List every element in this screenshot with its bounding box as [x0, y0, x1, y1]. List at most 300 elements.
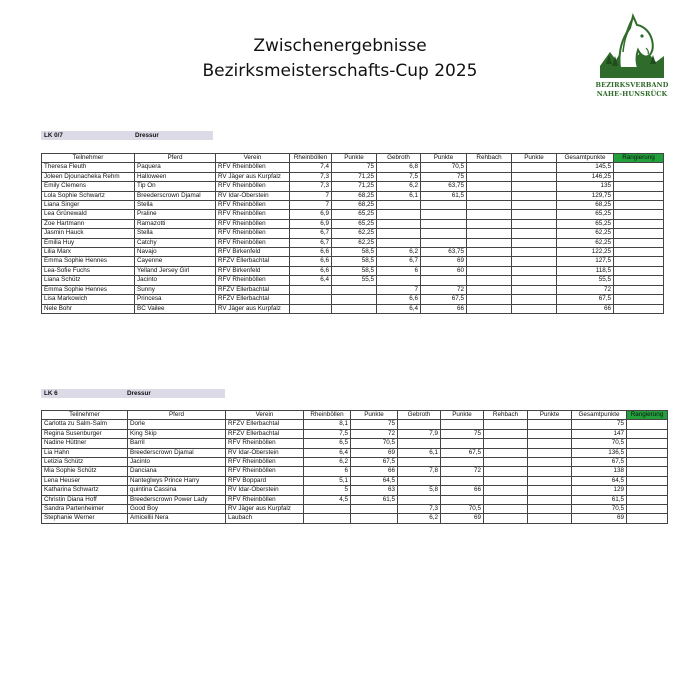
table-cell: 7 [290, 201, 332, 210]
table-cell: 6 [377, 266, 421, 275]
table-cell: RV Idar-Oberstein [216, 191, 290, 200]
table-row [42, 420, 668, 429]
table-cell: RV Jäger aus Kurpfalz [216, 172, 290, 181]
table-cell [512, 191, 557, 200]
column-header: Teilnehmer [42, 154, 135, 163]
table-row [42, 229, 664, 238]
column-header: Pferd [135, 154, 216, 163]
table-cell: 136,5 [572, 448, 627, 457]
table-cell: RV Idar-Oberstein [226, 448, 304, 457]
table-cell [512, 229, 557, 238]
table-cell: 7,8 [398, 467, 441, 476]
column-header: Pferd [128, 411, 226, 420]
table-cell: 122,25 [557, 248, 614, 257]
table-cell: 6,2 [304, 458, 351, 467]
table-cell: Yelland Jersey Girl [135, 266, 216, 275]
table-row [42, 448, 668, 457]
table-cell: 63,75 [421, 248, 467, 257]
table-cell: 58,5 [332, 257, 377, 266]
column-header: Verein [216, 154, 290, 163]
table-cell [512, 257, 557, 266]
table-cell [290, 304, 332, 313]
table-cell [512, 266, 557, 275]
table-cell: 145,5 [557, 163, 614, 172]
table-cell: 69 [351, 448, 398, 457]
table-cell: 68,25 [332, 201, 377, 210]
table-cell: 75 [572, 420, 627, 429]
table-cell: 70,5 [421, 163, 467, 172]
table-cell [467, 172, 512, 181]
table-cell [614, 172, 664, 181]
table-cell: 58,5 [332, 248, 377, 257]
table-cell [528, 439, 572, 448]
table-cell: 67,5 [557, 295, 614, 304]
table-cell [398, 458, 441, 467]
table-cell: 7 [377, 285, 421, 294]
table-cell: Regina Susenburger [42, 429, 128, 438]
table-cell: 63 [351, 486, 398, 495]
table-cell: 138 [572, 467, 627, 476]
column-header: Rheinböllen [290, 154, 332, 163]
table-cell: 65,25 [332, 210, 377, 219]
table-cell: Lilia Marx [42, 248, 135, 257]
table-cell: 70,5 [441, 505, 484, 514]
column-header: Gebroth [398, 411, 441, 420]
table-row [42, 285, 664, 294]
table-cell [484, 486, 528, 495]
table-cell: 75 [332, 163, 377, 172]
table-cell: 63,75 [421, 182, 467, 191]
table-cell: 69 [421, 257, 467, 266]
table-cell: Theresa Fleuth [42, 163, 135, 172]
column-header: Gesamtpunkte [557, 154, 614, 163]
horse-head-icon [600, 8, 664, 78]
table-cell: 61,5 [572, 495, 627, 504]
section-class-label: LK 6 [44, 390, 58, 397]
table-cell: 6,9 [290, 210, 332, 219]
table-row [42, 238, 664, 247]
table-cell: Lea Grünewald [42, 210, 135, 219]
table-cell: 72 [351, 429, 398, 438]
table-cell [467, 257, 512, 266]
table-cell: 7,4 [290, 163, 332, 172]
table-row [42, 295, 664, 304]
table-cell: 127,5 [557, 257, 614, 266]
column-header: Punkte [332, 154, 377, 163]
table-cell: 7,5 [304, 429, 351, 438]
table-cell [614, 285, 664, 294]
table-cell: Emily Clemens [42, 182, 135, 191]
table-cell: 6,9 [290, 219, 332, 228]
table-cell [421, 201, 467, 210]
page-title-line1: Zwischenergebnisse [253, 36, 427, 56]
table-header-row [42, 154, 664, 163]
column-header: Rangierung [627, 411, 668, 420]
table-cell [467, 182, 512, 191]
table-cell: 6,8 [377, 163, 421, 172]
table-cell: Catchy [135, 238, 216, 247]
table-cell [614, 210, 664, 219]
table-cell: Good Boy [128, 505, 226, 514]
table-cell: 66 [421, 304, 467, 313]
table-cell: Barril [128, 439, 226, 448]
table-cell [377, 276, 421, 285]
table-cell: 75 [421, 172, 467, 181]
table-cell [398, 420, 441, 429]
table-cell: Letizia Schütz [42, 458, 128, 467]
table-cell [441, 495, 484, 504]
column-header: Punkte [528, 411, 572, 420]
table-cell [441, 476, 484, 485]
table-cell [627, 420, 668, 429]
table-cell: 72 [557, 285, 614, 294]
table-cell: 64,5 [572, 476, 627, 485]
table-cell: 6,1 [398, 448, 441, 457]
table-cell: RFV Rheinböllen [216, 276, 290, 285]
column-header: Punkte [351, 411, 398, 420]
table-cell: Stella [135, 201, 216, 210]
table-row [42, 266, 664, 275]
page-title-line2: Bezirksmeisterschafts-Cup 2025 [202, 61, 478, 81]
table-cell: 8,1 [304, 420, 351, 429]
table-cell: Lia Hahn [42, 448, 128, 457]
table-cell [627, 495, 668, 504]
table-cell: 6,2 [377, 182, 421, 191]
table-cell [332, 304, 377, 313]
column-header: Punkte [441, 411, 484, 420]
table-cell: Paquera [135, 163, 216, 172]
table-row [42, 182, 664, 191]
table-cell: 62,25 [557, 238, 614, 247]
table-cell: Breederscrown Djamal [128, 448, 226, 457]
table-cell: King Skip [128, 429, 226, 438]
table-cell [614, 229, 664, 238]
column-header: Gebroth [377, 154, 421, 163]
table-cell: 68,25 [557, 201, 614, 210]
table-cell: RFV Birkenfeld [216, 266, 290, 275]
section-class-label: LK 0/7 [44, 132, 63, 139]
table-cell: Stephanie Werner [42, 514, 128, 523]
table-cell: 6,4 [304, 448, 351, 457]
table-cell: BC Vailee [135, 304, 216, 313]
table-cell: 7,3 [398, 505, 441, 514]
table-cell [398, 439, 441, 448]
table-cell [332, 285, 377, 294]
table-cell: 7,3 [290, 172, 332, 181]
table-cell: Lea-Sofie Fuchs [42, 266, 135, 275]
table-cell [484, 476, 528, 485]
table-cell: Nele Bohr [42, 304, 135, 313]
table-cell: RV Idar-Oberstein [226, 486, 304, 495]
table-cell: 67,5 [351, 458, 398, 467]
table-cell [467, 295, 512, 304]
table-cell [377, 229, 421, 238]
table-cell [627, 476, 668, 485]
table-cell: RFZV Ellerbachtal [216, 257, 290, 266]
table-cell: 75 [441, 429, 484, 438]
table-cell [467, 219, 512, 228]
table-cell: Jacinto [135, 276, 216, 285]
association-logo [596, 8, 668, 102]
table-cell: Nanteglwys Prince Harry [128, 476, 226, 485]
table-row [42, 458, 668, 467]
table-cell: 146,25 [557, 172, 614, 181]
table-cell [627, 505, 668, 514]
table-row [42, 304, 664, 313]
logo-text-line2: NAHE-HUNSRÜCK [596, 90, 668, 98]
table-row [42, 219, 664, 228]
table-row [42, 191, 664, 200]
table-row [42, 514, 668, 523]
table-cell: RFV Rheinböllen [216, 229, 290, 238]
table-cell [377, 201, 421, 210]
table-cell [421, 229, 467, 238]
table-cell: 67,5 [421, 295, 467, 304]
table-cell: 70,5 [351, 439, 398, 448]
table-cell [467, 248, 512, 257]
section-discipline-label: Dressur [135, 132, 159, 139]
table-cell [484, 458, 528, 467]
table-cell: 4,5 [304, 495, 351, 504]
table-cell: RFV Rheinböllen [216, 163, 290, 172]
table-cell: 7,9 [398, 429, 441, 438]
table-cell: Joleen Djounacheka Rehm [42, 172, 135, 181]
table-cell [512, 295, 557, 304]
table-cell: 72 [421, 285, 467, 294]
table-cell [528, 429, 572, 438]
table-cell: Ramazotti [135, 219, 216, 228]
table-cell: 6,6 [290, 257, 332, 266]
table-cell: 66 [441, 486, 484, 495]
table-cell: 129 [572, 486, 627, 495]
table-cell: 65,25 [557, 219, 614, 228]
table-cell: 7,5 [377, 172, 421, 181]
table-cell: Breederscrown Power Lady [128, 495, 226, 504]
table-cell: 6,7 [290, 229, 332, 238]
table-cell [467, 163, 512, 172]
table-cell: Katharina Schwartz [42, 486, 128, 495]
table-cell: Mia Sophie Schütz [42, 467, 128, 476]
table-cell: 6,4 [290, 276, 332, 285]
table-cell: RFV Rheinböllen [216, 219, 290, 228]
table-cell: 71,25 [332, 172, 377, 181]
table-cell [528, 486, 572, 495]
table-cell [484, 448, 528, 457]
table-cell [332, 295, 377, 304]
table-cell: Breederscrown Djamal [135, 191, 216, 200]
column-header: Rangierung [614, 154, 664, 163]
logo-text-line1: BEZIRKSVERBAND [595, 81, 669, 89]
table-cell: 75 [351, 420, 398, 429]
table-cell [512, 304, 557, 313]
table-cell: 65,25 [557, 210, 614, 219]
table-cell [627, 486, 668, 495]
table-cell [627, 514, 668, 523]
table-cell [467, 266, 512, 275]
table-cell [467, 229, 512, 238]
table-header-row [42, 411, 668, 420]
section-bar-lk07 [41, 131, 213, 140]
table-cell: 64,5 [351, 476, 398, 485]
table-cell [512, 219, 557, 228]
table-cell [421, 238, 467, 247]
table-cell: Amicellii Nera [128, 514, 226, 523]
table-cell: Tip On [135, 182, 216, 191]
table-cell: 118,5 [557, 266, 614, 275]
column-header: Rehbach [484, 411, 528, 420]
table-cell [467, 304, 512, 313]
table-row [42, 495, 668, 504]
table-cell [441, 458, 484, 467]
table-cell: RFV Rheinböllen [226, 467, 304, 476]
column-header: Gesamtpunkte [572, 411, 627, 420]
table-row [42, 486, 668, 495]
table-cell: 65,25 [332, 219, 377, 228]
table-cell: 70,5 [572, 439, 627, 448]
table-cell: RV Jäger aus Kurpfalz [226, 505, 304, 514]
column-header: Punkte [512, 154, 557, 163]
table-row [42, 257, 664, 266]
table-cell: 7 [290, 191, 332, 200]
table-cell [512, 248, 557, 257]
table-cell: quintina Cassina [128, 486, 226, 495]
table-cell: Danciana [128, 467, 226, 476]
table-cell: 67,5 [572, 458, 627, 467]
table-cell [614, 295, 664, 304]
table-cell: 70,5 [572, 505, 627, 514]
table-cell: Liana Schütz [42, 276, 135, 285]
table-cell [467, 201, 512, 210]
table-cell: 6,6 [290, 248, 332, 257]
table-cell: Nadine Hüttner [42, 439, 128, 448]
table-cell [484, 514, 528, 523]
table-cell [614, 182, 664, 191]
table-cell [614, 266, 664, 275]
table-cell [304, 505, 351, 514]
table-cell: 66 [351, 467, 398, 476]
table-cell: 61,5 [421, 191, 467, 200]
table-cell: Praline [135, 210, 216, 219]
results-table-lk6 [41, 410, 668, 524]
table-cell: 6,1 [377, 191, 421, 200]
table-cell: Emma Sophie Hennes [42, 257, 135, 266]
table-cell [528, 467, 572, 476]
table-cell [304, 514, 351, 523]
table-cell: 5,1 [304, 476, 351, 485]
table-cell [467, 191, 512, 200]
table-cell: Carlotta zu Salm-Salm [42, 420, 128, 429]
table-row [42, 201, 664, 210]
table-cell: 62,25 [332, 229, 377, 238]
table-cell: 71,25 [332, 182, 377, 191]
table-cell [614, 163, 664, 172]
table-cell: Zoe Hartmann [42, 219, 135, 228]
column-header: Teilnehmer [42, 411, 128, 420]
table-cell [467, 238, 512, 247]
table-cell: Lisa Markowich [42, 295, 135, 304]
table-cell [627, 458, 668, 467]
table-cell: RFV Rheinböllen [226, 439, 304, 448]
table-cell [467, 285, 512, 294]
table-row [42, 163, 664, 172]
table-cell: RFV Rheinböllen [226, 495, 304, 504]
table-cell [377, 210, 421, 219]
table-cell: 6,7 [377, 257, 421, 266]
table-cell [512, 285, 557, 294]
table-cell: 62,25 [557, 229, 614, 238]
table-cell: 147 [572, 429, 627, 438]
table-cell [627, 429, 668, 438]
section-discipline-label: Dressur [127, 390, 151, 397]
table-cell: RFZV Ellerbachtal [226, 420, 304, 429]
table-cell [377, 219, 421, 228]
table-cell: Halloween [135, 172, 216, 181]
table-cell [528, 458, 572, 467]
table-cell: 60 [421, 266, 467, 275]
table-cell: 6,4 [377, 304, 421, 313]
table-cell [512, 276, 557, 285]
table-cell: RFV Boppard [226, 476, 304, 485]
table-cell [528, 514, 572, 523]
table-cell: Navajo [135, 248, 216, 257]
table-cell [441, 420, 484, 429]
table-cell: 129,75 [557, 191, 614, 200]
table-cell [467, 276, 512, 285]
table-cell [421, 276, 467, 285]
table-cell: RFZV Ellerbachtal [216, 285, 290, 294]
section-bar-lk6 [41, 389, 225, 398]
table-cell [512, 182, 557, 191]
table-cell [290, 285, 332, 294]
table-cell: 6,5 [304, 439, 351, 448]
table-cell: 55,5 [332, 276, 377, 285]
table-row [42, 248, 664, 257]
table-row [42, 439, 668, 448]
table-cell [421, 219, 467, 228]
table-cell [351, 514, 398, 523]
table-row [42, 276, 664, 285]
table-cell [398, 476, 441, 485]
table-cell [484, 467, 528, 476]
table-cell: Laubach [226, 514, 304, 523]
table-cell: RFV Birkenfeld [216, 248, 290, 257]
table-cell [627, 439, 668, 448]
column-header: Rehbach [467, 154, 512, 163]
table-cell [421, 210, 467, 219]
table-cell [512, 238, 557, 247]
table-cell: Lola Sophie Schwartz [42, 191, 135, 200]
table-cell [627, 448, 668, 457]
table-row [42, 467, 668, 476]
table-cell: Emilia Huy [42, 238, 135, 247]
table-cell: 6,2 [398, 514, 441, 523]
table-cell [528, 505, 572, 514]
column-header: Verein [226, 411, 304, 420]
table-cell [484, 429, 528, 438]
table-cell: Jasmin Hauck [42, 229, 135, 238]
table-cell: 7,3 [290, 182, 332, 191]
table-cell: 69 [572, 514, 627, 523]
table-cell [484, 420, 528, 429]
table-cell [467, 210, 512, 219]
table-cell [512, 163, 557, 172]
table-cell [614, 238, 664, 247]
table-cell [351, 505, 398, 514]
table-cell: Liana Singer [42, 201, 135, 210]
table-cell [484, 505, 528, 514]
table-cell [627, 467, 668, 476]
column-header: Rheinböllen [304, 411, 351, 420]
